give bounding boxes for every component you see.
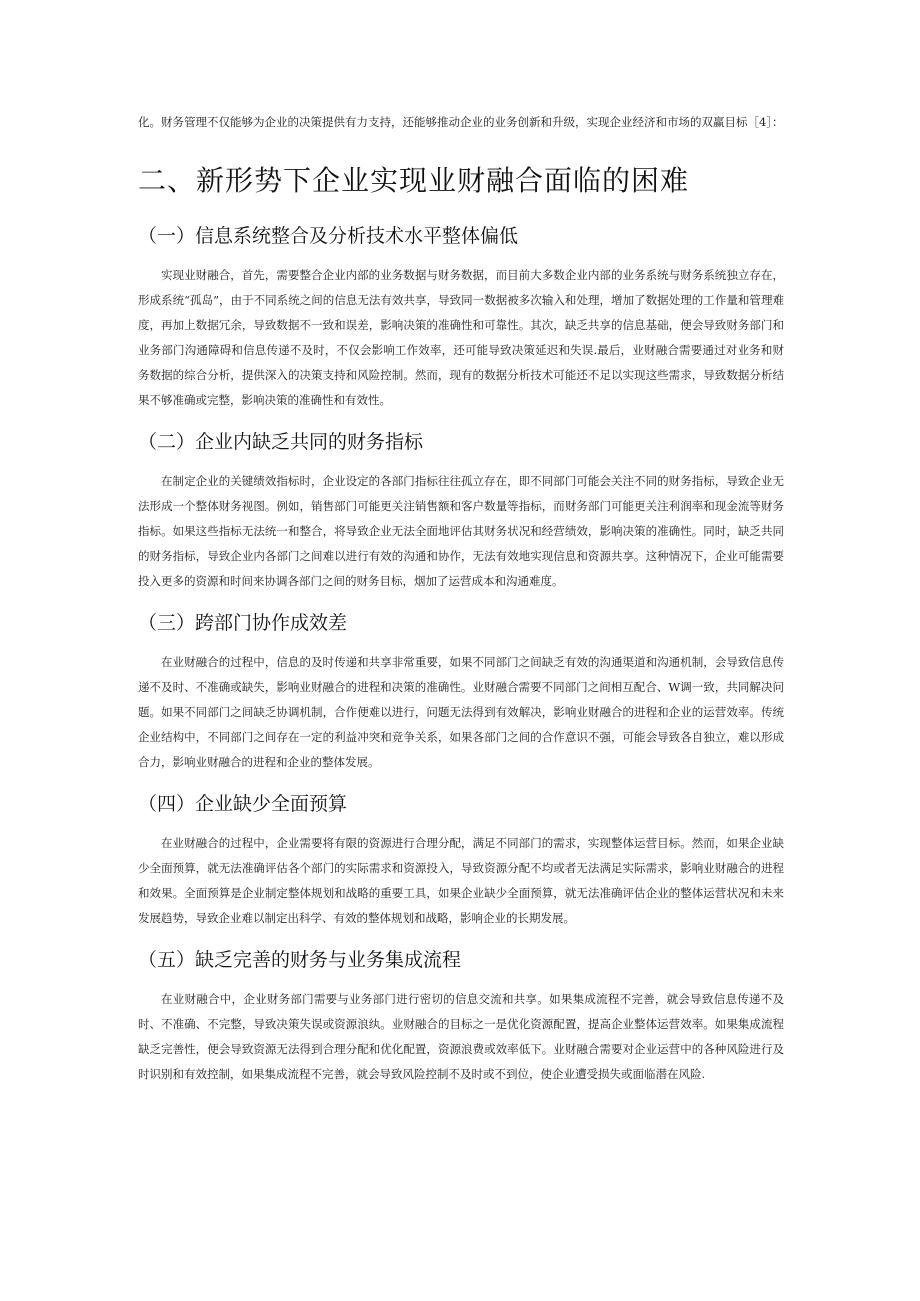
section-heading-1: （一）信息系统整合及分析技术水平整体偏低 bbox=[138, 225, 519, 247]
section-heading-5: （五）缺乏完善的财务与业务集成流程 bbox=[138, 949, 462, 971]
section-heading-4: （四）企业缺少全面预算 bbox=[138, 793, 348, 815]
chapter-title: 二、新形势下企业实现业财融合面临的困难 bbox=[138, 164, 690, 197]
section-body-5: 在业财融合中，企业财务部门需要与业务部门进行密切的信息交流和共享。如果集成流程不完善，就会导致信息传递不及时、不准确、不完整，导致决策失误或资源浪纨。业财融合的目标之一是优化资源配置，提高企业整体运营效率。如果集成流程缺乏完善性，便会导致资源无法得到合理分配和优化配置，资源浪费或效率低下。业财融合需要对企业运营中的各种风险进行及时识别和有效控制，如果集成流程不完善，就会导致风险控制不及时或不到位，使企业遭受损失或面临潜在风险. bbox=[138, 992, 784, 1081]
section-body-2: 在制定企业的关键绩效指标时，企业设定的各部门指标往往孤立存在，即不同部门可能会关注不同的财务指标，导致企业无法形成一个整体财务视图。例如，销售部门可能更关注销售额和客户数量等指标，而财务部门可能更关注利润率和现金流等财务指标。如果这些指标无法统一和整合，将导致企业无法全面地评估其财务状况和经营绩效，影响决策的准确性。同时，缺乏共同的财务指标，导致企业内各部门之间难以进行有效的沟通和协作，无法有效地实现信息和资源共享。这种情况下，企业可能需要投入更多的资源和时间来协调各部门之间的财务目标，烟加了运营成本和沟通难度。 bbox=[138, 474, 784, 588]
section-heading-2: （二）企业内缺乏共同的财务指标 bbox=[138, 431, 424, 453]
document-page bbox=[138, 110, 784, 1087]
section-body-1: 实现业财融合，首先，需要整合企业内部的业务数据与财务数据，而目前大多数企业内部的业务系统与财务系统独立存在，形成系统“孤岛”，由于不同系统之间的信息无法有效共享，导致同一数据被多次输入和处理，增加了数据处理的工作量和管理难度，再加上数据冗余，导致数据不一致和误差，影响决策的准确性和可靠性。其次，缺乏共享的信息基础，便会导致财务部门和业务部门沟通障碍和信息传递不及时，不仅会影响工作效率，还可能导致决策延迟和失误.最后，业财融合需要通过对业务和财务数据的综合分析，提供深入的决策支持和风险控制。然而，现有的数据分析技术可能还不足以实现这些需求，导致数据分析结果不够准确或完整，影响决策的准确性和有效性。 bbox=[138, 268, 784, 407]
section-body-3: 在业财融合的过程中，信息的及时传递和共享非常重要，如果不同部门之间缺乏有效的沟通渠道和沟通机制，会导致信息传递不及时、不准确或缺失，影响业财融合的进程和决策的准确性。业财融合需要不同部门之间相互配合、W调一致，共同解决问题。如果不同部门之间缺乏协调机制，合作便难以进行，问题无法得到有效解决，影响业财融合的进程和企业的运营效率。传统企业结构中，不同部门之间存在一定的利益冲突和竞争关系，如果各部门之间的合作意识不强，可能会导致各自独立，难以形成合力，影响业财融合的进程和企业的整体发展。 bbox=[138, 655, 784, 769]
section-heading-3: （三）跨部门协作成效差 bbox=[138, 612, 348, 634]
intro-paragraph: 化。财务管理不仅能够为企业的决策提供有力支持，还能够推动企业的业务创新和升级，实现企业经济和市场的双赢目标［4］： bbox=[138, 115, 784, 129]
section-body-4: 在业财融合的过程中，企业需要将有限的资源进行合理分配，满足不同部门的需求，实现整体运营目标。然而，如果企业缺少全面预算，就无法准确评估各个部门的实际需求和资源投入，导致资源分配不均或者无法满足实际需求，影响业财融合的进程和效果。全面预算是企业制定整体规划和战略的重要工具，如果企业缺少全面预算，就无法准确评估企业的整体运营状况和未来发展趋势，导致企业难以制定出科学、有效的整体规划和战略，影响企业的长期发展。 bbox=[138, 836, 784, 925]
